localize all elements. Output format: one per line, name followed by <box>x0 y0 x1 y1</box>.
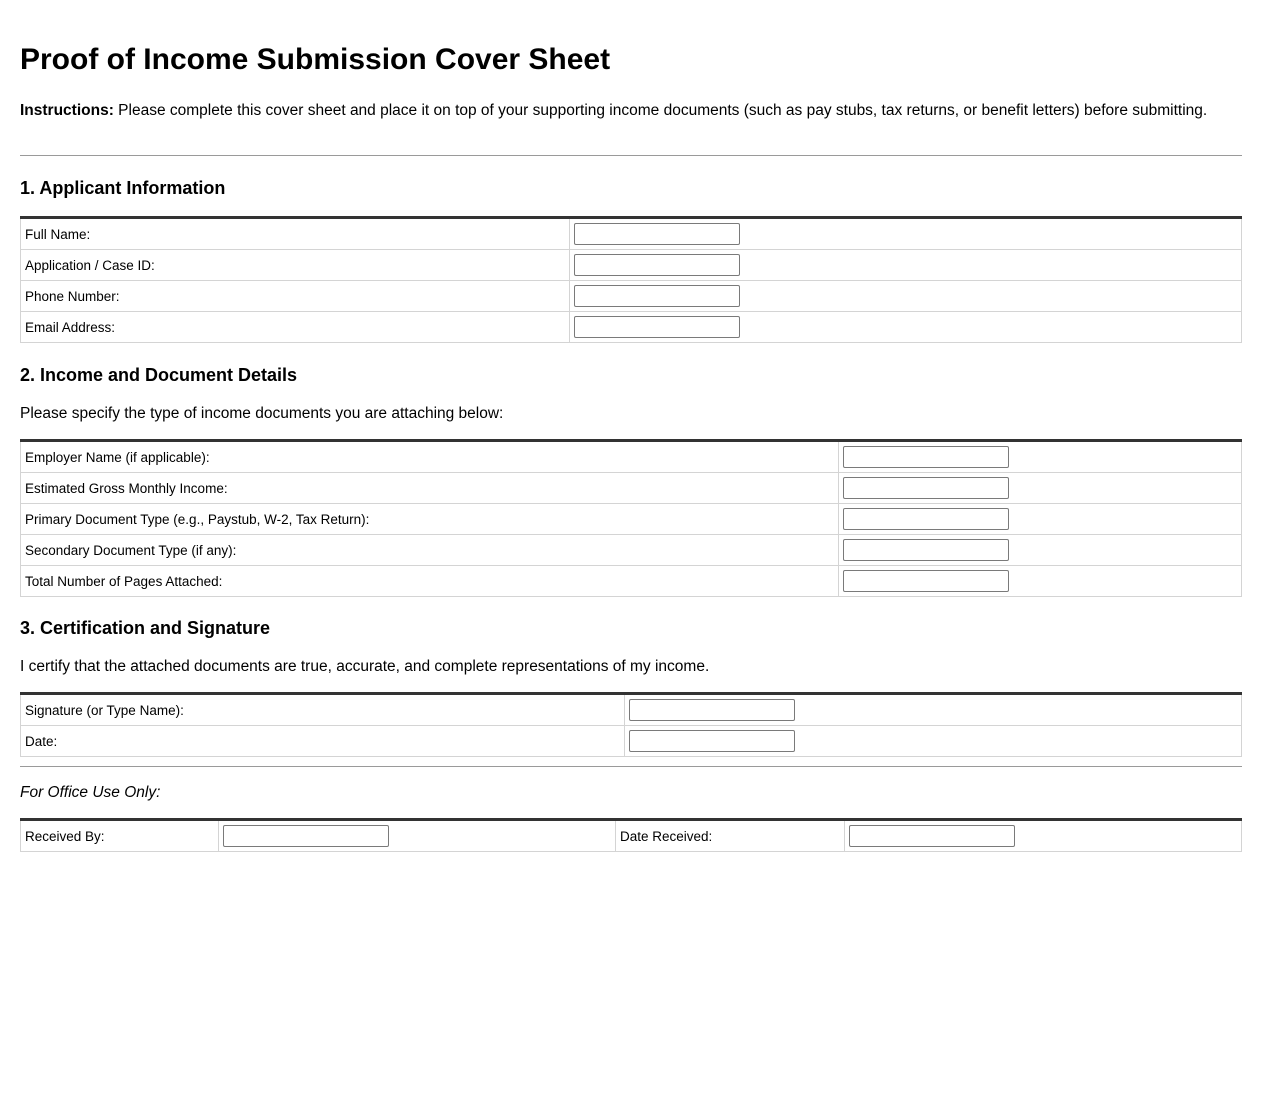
full-name-label: Full Name: <box>21 218 570 250</box>
table-row <box>21 281 1242 312</box>
date-label: Date: <box>21 726 625 757</box>
certification-statement: I certify that the attached documents are true, accurate, and complete representations of my income. <box>20 658 710 675</box>
section-heading-income-details: 2. Income and Document Details <box>20 365 298 385</box>
email-address-input[interactable] <box>574 316 740 338</box>
received-by-label: Received By: <box>21 820 219 852</box>
signature-cell <box>625 694 1242 726</box>
gross-monthly-income-input[interactable] <box>843 477 1009 499</box>
employer-name-input[interactable] <box>843 446 1009 468</box>
signature-input[interactable] <box>629 699 795 721</box>
table-row <box>21 535 1242 566</box>
email-address-label: Email Address: <box>21 312 570 343</box>
table-row <box>21 441 1242 473</box>
table-row <box>21 566 1242 597</box>
table-row <box>21 218 1242 250</box>
secondary-document-type-input[interactable] <box>843 539 1009 561</box>
gross-monthly-income-cell <box>839 473 1242 504</box>
table-row <box>21 820 1242 852</box>
date-cell <box>625 726 1242 757</box>
certification-table <box>20 692 1242 757</box>
table-row <box>21 694 1242 726</box>
section-heading-applicant-information: 1. Applicant Information <box>20 178 226 198</box>
total-pages-cell <box>839 566 1242 597</box>
full-name-input[interactable] <box>574 223 740 245</box>
income-details-instructions: Please specify the type of income documents you are attaching below: <box>20 405 504 422</box>
secondary-document-type-cell <box>839 535 1242 566</box>
table-row <box>21 726 1242 757</box>
case-id-input[interactable] <box>574 254 740 276</box>
received-by-input[interactable] <box>223 825 389 847</box>
phone-number-cell <box>570 281 1242 312</box>
case-id-cell <box>570 250 1242 281</box>
instructions-text: Please complete this cover sheet and place it on top of your supporting income documents (such as pay stubs, tax returns, or benefit letters) before submitting. <box>113 102 1208 119</box>
total-pages-label: Total Number of Pages Attached: <box>21 566 839 597</box>
date-received-label: Date Received: <box>616 820 845 852</box>
total-pages-input[interactable] <box>843 570 1009 592</box>
case-id-label: Application / Case ID: <box>21 250 570 281</box>
employer-name-label: Employer Name (if applicable): <box>21 441 839 473</box>
employer-name-cell <box>839 441 1242 473</box>
email-address-cell <box>570 312 1242 343</box>
received-by-cell <box>219 820 616 852</box>
income-details-table <box>20 439 1242 597</box>
page-title: Proof of Income Submission Cover Sheet <box>20 43 611 76</box>
phone-number-input[interactable] <box>574 285 740 307</box>
date-input[interactable] <box>629 730 795 752</box>
instructions <box>20 101 1242 120</box>
primary-document-type-input[interactable] <box>843 508 1009 530</box>
secondary-document-type-label: Secondary Document Type (if any): <box>21 535 839 566</box>
gross-monthly-income-label: Estimated Gross Monthly Income: <box>21 473 839 504</box>
instructions-label: Instructions: <box>20 102 114 119</box>
signature-label: Signature (or Type Name): <box>21 694 625 726</box>
primary-document-type-label: Primary Document Type (e.g., Paystub, W-2, Tax Return): <box>21 504 839 535</box>
phone-number-label: Phone Number: <box>21 281 570 312</box>
table-row <box>21 473 1242 504</box>
applicant-information-table <box>20 216 1242 343</box>
table-row <box>21 312 1242 343</box>
primary-document-type-cell <box>839 504 1242 535</box>
table-row <box>21 504 1242 535</box>
date-received-input[interactable] <box>849 825 1015 847</box>
divider-office-use <box>20 766 1242 767</box>
office-use-label: For Office Use Only: <box>20 784 161 801</box>
date-received-cell <box>845 820 1242 852</box>
section-heading-certification: 3. Certification and Signature <box>20 618 271 638</box>
divider-top <box>20 155 1242 156</box>
table-row <box>21 250 1242 281</box>
full-name-cell <box>570 218 1242 250</box>
office-use-table <box>20 818 1242 852</box>
